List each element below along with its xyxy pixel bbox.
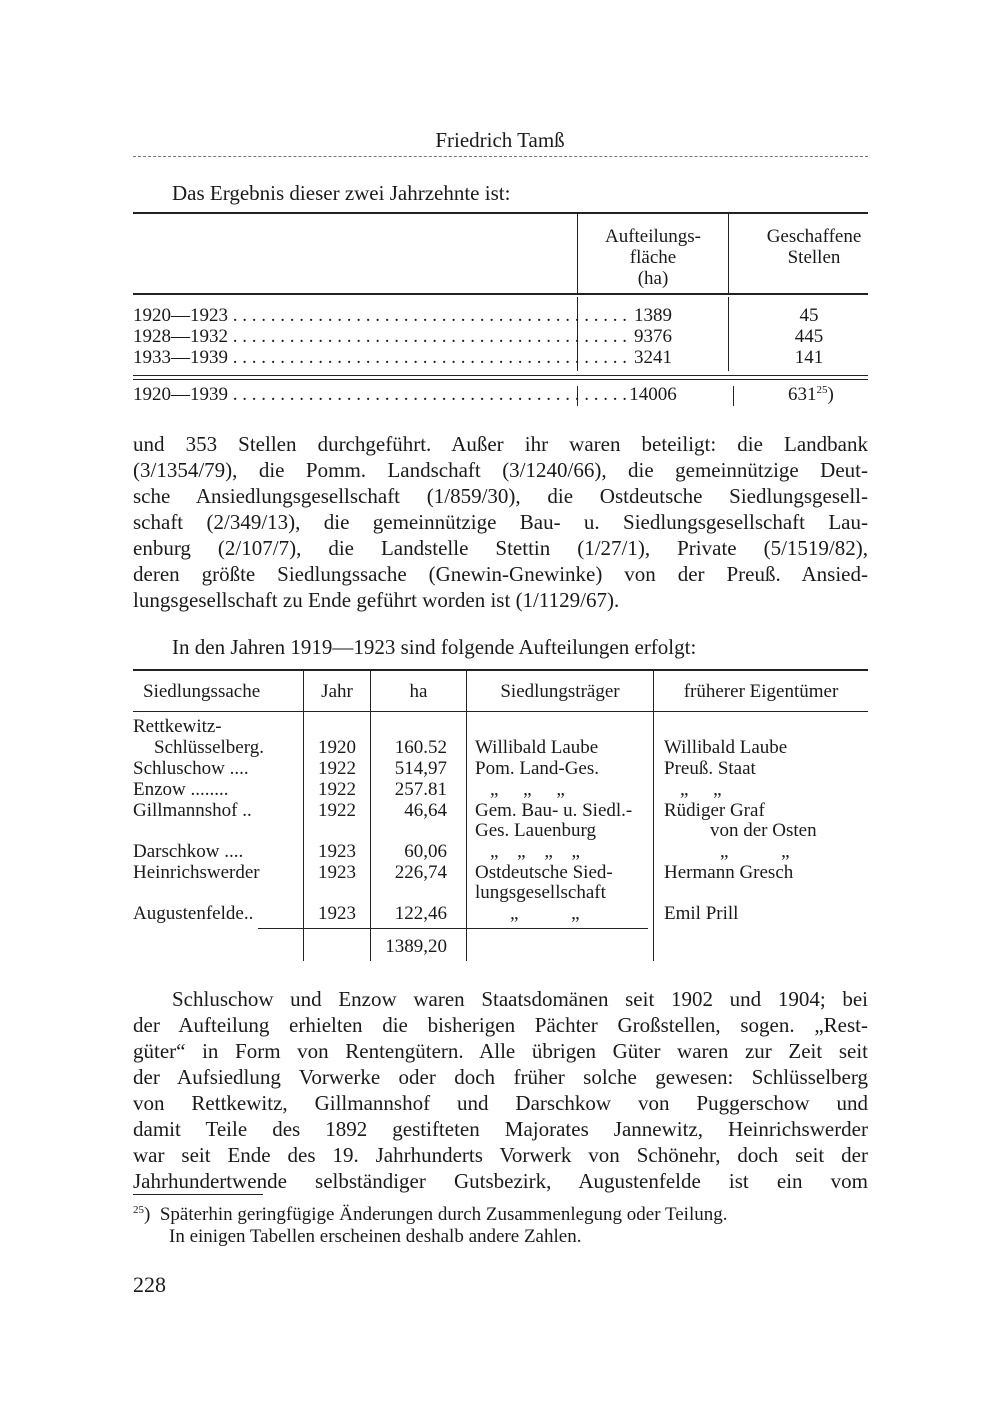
leader-dots: . . . . . . . . . . . . . . . . . . . . . . . . . . . . . . . . . . . . . . . . . .	[232, 347, 627, 368]
area-value: 3241	[634, 347, 672, 368]
table-row	[133, 326, 627, 347]
footnote-marker: )	[144, 1204, 151, 1225]
footnote-divider	[133, 1194, 263, 1195]
eigentuemer-cell: Preuß. Staat	[664, 758, 756, 779]
leader-dots: ....	[229, 758, 249, 779]
footnote-line	[133, 1204, 868, 1226]
footnote-ref: 25	[816, 384, 828, 396]
stellen-value: 141	[794, 347, 824, 368]
sache-cell	[133, 779, 229, 800]
traeger-cell: „ „ „ „	[490, 841, 580, 862]
table1-top-rule	[133, 212, 868, 214]
header-line: Aufteilungs-	[604, 226, 702, 247]
ha-cell: 226,74	[394, 862, 447, 883]
leader-dots: . . . . . . . . . . . . . . . . . . . . . . . . . . . . . . . . . . . . . . . . . .	[232, 326, 627, 347]
text-line: der Aufsiedlung Vorwerke oder doch früher solche gewesen: Schlüsselberg	[133, 1065, 868, 1089]
ha-cell: 122,46	[394, 903, 447, 924]
ha-cell: 60,06	[404, 841, 447, 862]
text-line: von Rettkewitz, Gillmannshof und Darschkow von Puggerschow und	[133, 1091, 868, 1115]
table1-header-rule	[133, 293, 868, 295]
period-label: 1920—1939	[133, 384, 228, 405]
text-line: enburg (2/107/7), die Landstelle Stettin (1/27/1), Private (5/1519/82),	[133, 536, 868, 560]
sache-cell	[133, 758, 249, 779]
text-line: Jahrhundertwende selbständiger Gutsbezirk, Augustenfelde ist ein vom	[133, 1169, 868, 1193]
eigentuemer-cell: von der Osten	[710, 820, 817, 841]
header-line: (ha)	[637, 268, 669, 289]
period-label: 1933—1939	[133, 347, 228, 368]
table1-intro: Das Ergebnis dieser zwei Jahrzehnte ist:	[172, 181, 511, 205]
traeger-cell: Ges. Lauenburg	[475, 820, 597, 841]
table-row	[133, 305, 627, 326]
header-jahr: Jahr	[321, 681, 353, 702]
table-total-row	[133, 384, 627, 405]
text-line: deren größte Siedlungssache (Gnewin-Gnewinke) von der Preuß. Ansied-	[133, 562, 868, 586]
jahr-cell: 1923	[318, 862, 356, 883]
period-label: 1920—1923	[133, 305, 228, 326]
footnote-line: In einigen Tabellen erscheinen deshalb andere Zahlen.	[169, 1226, 582, 1247]
header-ha: ha	[409, 681, 428, 702]
running-header: Friedrich Tamß	[435, 128, 565, 152]
jahr-cell: 1923	[318, 841, 356, 862]
leader-dots: ..	[243, 903, 254, 924]
traeger-cell: Pom. Land-Ges.	[475, 758, 600, 779]
ha-cell: 160.52	[394, 737, 447, 758]
jahr-cell: 1922	[318, 800, 356, 821]
sache-cell	[133, 841, 243, 862]
page-number: 228	[133, 1272, 166, 1297]
sache-label: Gillmannshof	[133, 800, 238, 821]
sache-label: Darschkow	[133, 841, 220, 862]
table1-header-area	[578, 226, 728, 289]
sache-label: Schluschow	[133, 758, 225, 779]
total-stellen-value	[788, 384, 834, 405]
text-line: damit Teile des 1892 gestifteten Majorates Jannewitz, Heinrichswerder	[133, 1117, 868, 1141]
text-line: sche Ansiedlungsgesellschaft (1/859/30), die Ostdeutsche Siedlungsgesell-	[133, 484, 868, 508]
sache-cell	[133, 716, 222, 737]
table2-top-rule	[133, 669, 868, 671]
header-line: fläche	[629, 247, 677, 268]
leader-dots: ..	[242, 800, 252, 821]
footnote	[133, 1204, 868, 1248]
header-divider	[133, 156, 868, 157]
jahr-cell: 1922	[318, 758, 356, 779]
table2-header-rule	[133, 711, 868, 712]
leader-dots: . . . . . . . . . . . . . . . . . . . . . . . . . . . . . . . . . . . . . . . . . .	[232, 384, 627, 405]
sache-cell	[133, 862, 260, 883]
sache-cell	[154, 737, 264, 758]
traeger-cell: „ „	[510, 903, 580, 924]
area-value: 1389	[634, 305, 672, 326]
traeger-cell: Willibald Laube	[475, 737, 599, 758]
eigentuemer-cell: Rüdiger Graf	[664, 800, 765, 821]
jahr-cell: 1923	[318, 903, 356, 924]
text-line: Schluschow und Enzow waren Staatsdomänen seit 1902 und 1904; bei	[172, 987, 868, 1011]
leader-dots: ........	[190, 779, 229, 800]
sache-cell	[133, 903, 253, 924]
body-paragraph	[133, 986, 868, 1194]
table1-col-divider	[733, 386, 734, 406]
table1-header-stellen	[740, 226, 888, 268]
jahr-cell: 1922	[318, 779, 356, 800]
leader-dots: .	[259, 737, 264, 758]
footnote-number: 25	[133, 1204, 144, 1216]
leader-dots: ....	[224, 841, 244, 862]
traeger-cell: Ostdeutsche Sied-	[475, 862, 613, 883]
table1-col-divider	[728, 214, 729, 294]
sache-cell	[133, 800, 252, 821]
table2-col-divider	[466, 671, 467, 961]
sache-label: Enzow	[133, 779, 186, 800]
table1-sum-rule	[133, 379, 868, 380]
eigentuemer-cell: Hermann Gresch	[664, 862, 794, 883]
text-line: war seit Ende des 19. Jahrhunderts Vorwerk von Schönehr, doch seit der	[133, 1143, 868, 1167]
footnote-ref-close: )	[827, 384, 834, 405]
traeger-cell: Gem. Bau- u. Siedl.-	[475, 800, 633, 821]
total-ha-value: 1389,20	[385, 936, 447, 957]
header-line: Geschaffene	[766, 226, 862, 247]
traeger-cell: lungsgesellschaft	[475, 882, 606, 903]
period-label: 1928—1932	[133, 326, 228, 347]
stellen-value: 45	[799, 305, 819, 326]
eigentuemer-cell: Willibald Laube	[664, 737, 788, 758]
table2-sum-rule	[258, 928, 648, 929]
text-line: der Aufteilung erhielten die bisherigen Pächter Großstellen, sogen. „Rest-	[133, 1013, 868, 1037]
ha-cell: 46,64	[404, 800, 447, 821]
sache-label: Schlüsselberg	[154, 737, 260, 758]
eigentuemer-cell: „ „	[680, 779, 722, 800]
text-line: (3/1354/79), die Pomm. Landschaft (3/1240/66), die gemeinnützige Deut-	[133, 458, 868, 482]
traeger-cell: „ „ „	[490, 779, 565, 800]
total-stellen-number: 631	[788, 384, 817, 405]
text-line: lungsgesellschaft zu Ende geführt worden ist (1/1129/67).	[133, 588, 620, 612]
footnote-text: Späterhin geringfügige Änderungen durch Zusammenlegung oder Teilung.	[159, 1204, 728, 1225]
jahr-cell: 1920	[318, 737, 356, 758]
text-line: schaft (2/349/13), die gemeinnützige Bau- u. Siedlungsgesellschaft Lau-	[133, 510, 868, 534]
stellen-value: 445	[794, 326, 824, 347]
total-area-value: 14006	[629, 384, 677, 405]
header-line: Stellen	[787, 247, 841, 268]
ha-cell: 514,97	[394, 758, 447, 779]
header-eigentuemer: früherer Eigentümer	[683, 681, 839, 702]
ha-cell: 257.81	[394, 779, 447, 800]
header-traeger: Siedlungsträger	[500, 681, 620, 702]
table2-intro: In den Jahren 1919—1923 sind folgende Aufteilungen erfolgt:	[172, 635, 697, 659]
eigentuemer-cell: Emil Prill	[664, 903, 739, 924]
eigentuemer-cell: „ „	[720, 841, 790, 862]
text-line: und 353 Stellen durchgeführt. Außer ihr waren beteiligt: die Landbank	[133, 432, 868, 456]
sache-label: Rettkewitz-	[133, 716, 222, 737]
header-siedlungssache: Siedlungssache	[143, 681, 261, 702]
table1-sum-rule	[133, 375, 868, 376]
body-paragraph	[133, 431, 868, 613]
sache-label: Heinrichswerder	[133, 862, 260, 883]
area-value: 9376	[634, 326, 672, 347]
table-row	[133, 347, 627, 368]
sache-label: Augustenfelde	[133, 903, 244, 924]
table2-col-divider	[653, 671, 654, 961]
text-line: güter“ in Form von Rentengütern. Alle übrigen Güter waren zur Zeit seit	[133, 1039, 868, 1063]
leader-dots: . . . . . . . . . . . . . . . . . . . . . . . . . . . . . . . . . . . . . . . . . .	[232, 305, 627, 326]
